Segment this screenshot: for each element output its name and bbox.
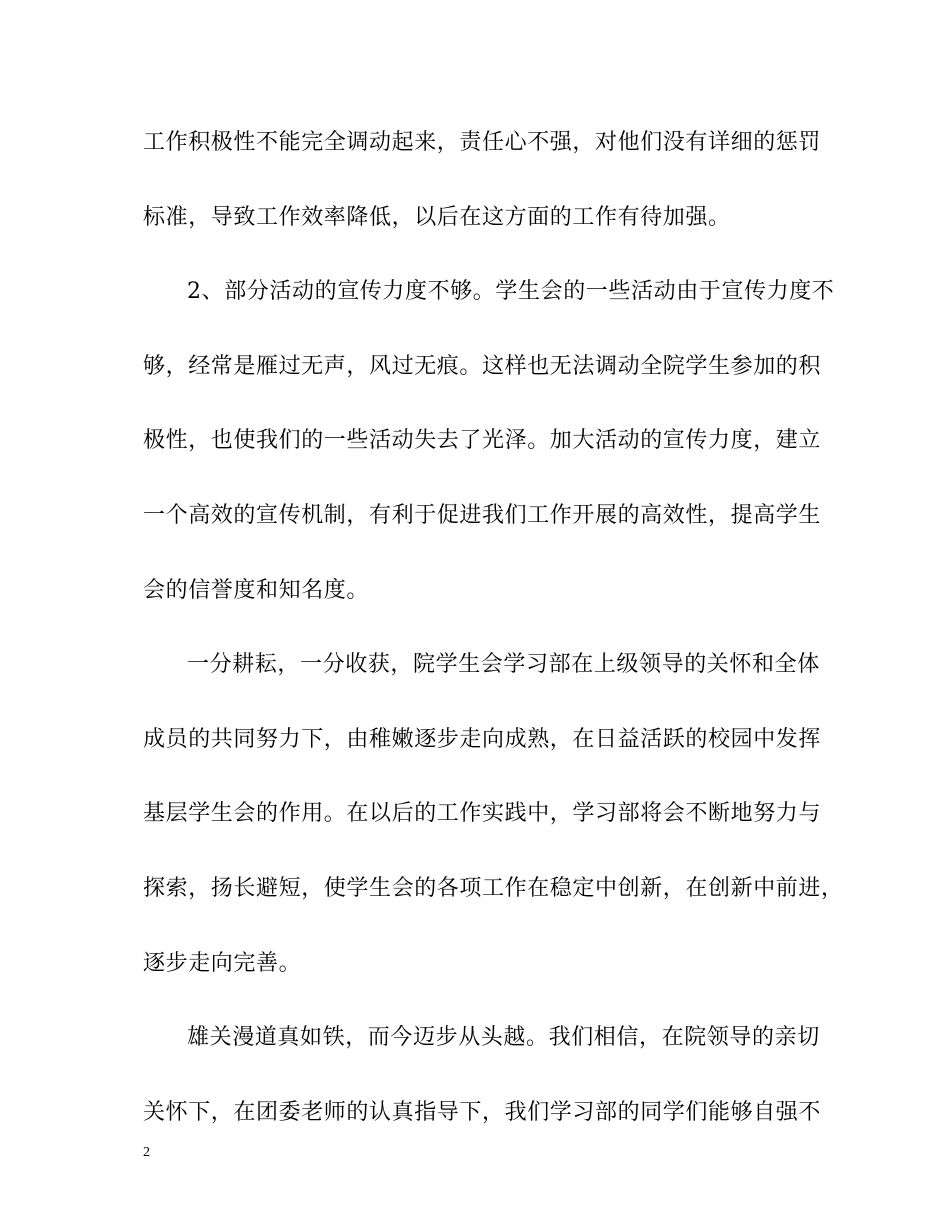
body-text	[143, 118, 844, 1162]
text-line: 够，经常是雁过无声，风过无痕。这样也无法调动全院学生参加的积	[143, 353, 822, 379]
text-line: 关怀下，在团委老师的认真指导下，我们学习部的同学们能够自强不	[143, 1099, 822, 1125]
text-line: 一个高效的宣传机制，有利于促进我们工作开展的高效性，提高学生	[143, 502, 822, 528]
text-line: 标准，导致工作效率降低，以后在这方面的工作有待加强。	[143, 204, 731, 230]
text-line: 工作积极性不能完全调动起来，责任心不强，对他们没有详细的惩罚	[143, 130, 822, 155]
page-number: 2	[143, 1145, 150, 1160]
text-line: 极性，也使我们的一些活动失去了光泽。加大活动的宣传力度，建立	[143, 428, 822, 454]
text-line: 2、部分活动的宣传力度不够。学生会的一些活动由于宣传力度不	[187, 279, 835, 305]
text-line: 探索，扬长避短，使学生会的各项工作在稳定中创新，在创新中前进，	[143, 875, 844, 901]
text-line: 雄关漫道真如铁，而今迈步从头越。我们相信，在院领导的亲切	[187, 1025, 820, 1051]
text-line: 一分耕耘，一分收获，院学生会学习部在上级领导的关怀和全体	[187, 652, 820, 678]
text-line: 逐步走向完善。	[143, 950, 302, 976]
text-line: 基层学生会的作用。在以后的工作实践中，学习部将会不断地努力与	[143, 801, 822, 827]
text-line: 会的信誉度和知名度。	[143, 577, 370, 603]
text-line: 成员的共同努力下，由稚嫩逐步走向成熟，在日益活跃的校园中发挥	[143, 726, 822, 752]
